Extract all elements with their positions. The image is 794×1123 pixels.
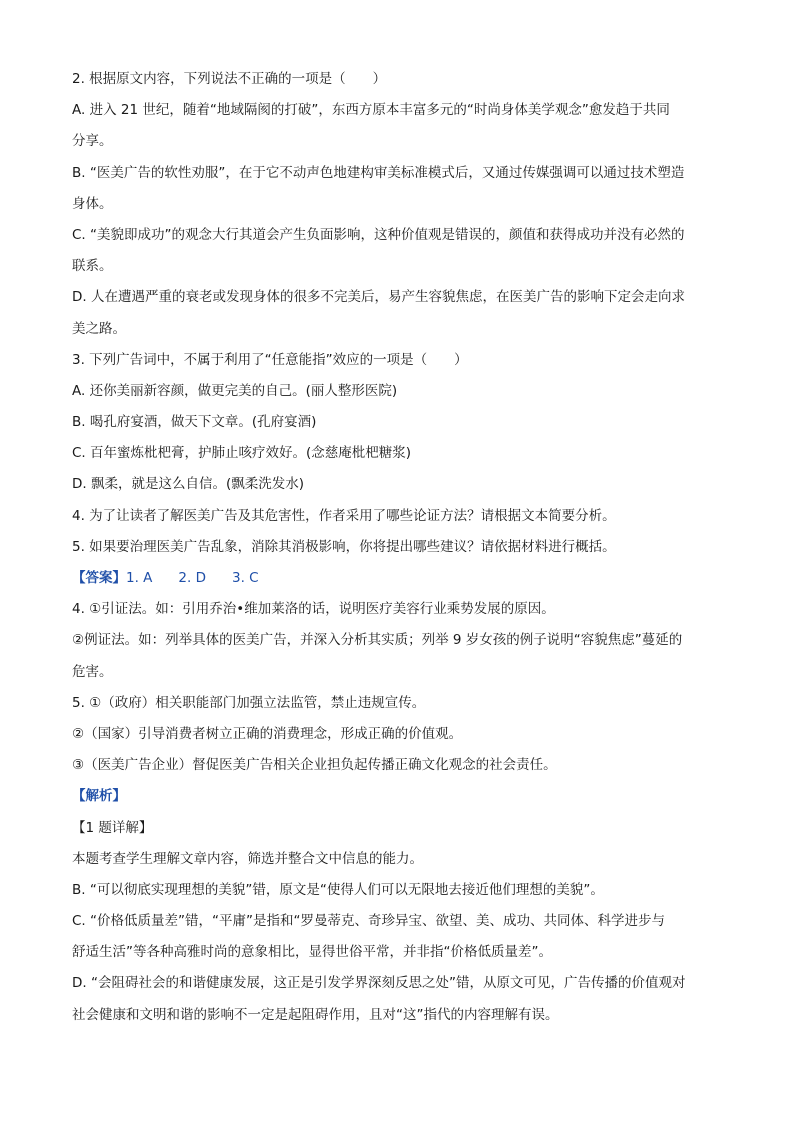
q3-option-a: A. 还你美丽新容颜，做更完美的自己。(丽人整形医院) <box>72 382 398 399</box>
q2-option-c-line2: 联系。 <box>72 258 113 275</box>
answer-row <box>72 563 722 594</box>
answer-q3: 3. C <box>232 570 259 586</box>
q2-option-d-line2: 美之路。 <box>72 320 126 337</box>
answer-q4-line2: ②例证法。如：列举具体的医美广告，并深入分析其实质；列举 9 岁女孩的例子说明“容貌焦虑”蔓延的 <box>72 632 683 649</box>
document-page <box>72 64 722 1031</box>
analysis-intro: 本题考查学生理解文章内容，筛选并整合文中信息的能力。 <box>72 850 423 867</box>
analysis-b: B. “可以彻底实现理想的美貌”错，原文是“使得人们可以无限地去接近他们理想的美貌”。 <box>72 881 604 898</box>
q3-option-c: C. 百年蜜炼枇杷膏，护肺止咳疗效好。(念慈庵枇杷糖浆) <box>72 445 412 462</box>
answer-q5-line2: ②（国家）引导消费者树立正确的消费理念，形成正确的价值观。 <box>72 725 463 742</box>
answer-q5-line3: ③（医美广告企业）督促医美广告相关企业担负起传播正确文化观念的社会责任。 <box>72 757 557 774</box>
answer-q5-line1: 5. ①（政府）相关职能部门加强立法监管，禁止违规宣传。 <box>72 694 426 711</box>
answer-q4-line1: 4. ①引证法。如：引用乔治•维加莱洛的话，说明医疗美容行业乘势发展的原因。 <box>72 601 555 618</box>
analysis-c-line2: 舒适生活”等各种高雅时尚的意象相比，显得世俗平常，并非指“价格低质量差”。 <box>72 944 552 961</box>
q4-stem: 4. 为了让读者了解医美广告及其危害性，作者采用了哪些论证方法？请根据文本简要分析。 <box>72 507 616 524</box>
answer-q4-line3: 危害。 <box>72 663 113 680</box>
q3-option-b: B. 喝孔府宴酒，做天下文章。(孔府宴酒) <box>72 414 317 431</box>
answer-values <box>126 570 285 586</box>
q2-option-c-line1: C. “美貌即成功”的观念大行其道会产生负面影响，这种价值观是错误的，颜值和获得成功并没有必然的 <box>72 226 685 243</box>
analysis-sub-heading: 【1 题详解】 <box>72 819 153 836</box>
answer-label: 【答案】 <box>72 570 126 586</box>
answer-q1: 1. A <box>126 570 153 586</box>
q3-option-d: D. 飘柔，就是这么自信。(飘柔洗发水) <box>72 476 305 493</box>
q2-option-b-line2: 身体。 <box>72 195 113 212</box>
q2-stem: 2. 根据原文内容，下列说法不正确的一项是（ ） <box>72 71 387 87</box>
answer-q2: 2. D <box>178 570 206 586</box>
analysis-label: 【解析】 <box>72 788 126 805</box>
q2-option-a-line1: A. 进入 21 世纪，随着“地域隔阂的打破”，东西方原本丰富多元的“时尚身体美学观念”愈发趋于共同 <box>72 102 670 119</box>
analysis-c-line1: C. “价格低质量差”错，“平庸”是指和“罗曼蒂克、奇珍异宝、欲望、美、成功、共同体、科学进步与 <box>72 913 665 930</box>
q2-option-d-line1: D. 人在遭遇严重的衰老或发现身体的很多不完美后，易产生容貌焦虑，在医美广告的影响下定会走向求 <box>72 289 685 306</box>
q2-option-a-line2: 分享。 <box>72 133 113 150</box>
analysis-d-line1: D. “会阻碍社会的和谐健康发展，这正是引发学界深刻反思之处”错，从原文可见，广告传播的价值观对 <box>72 975 686 992</box>
analysis-d-line2: 社会健康和文明和谐的影响不一定是起阻碍作用，且对“这”指代的内容理解有误。 <box>72 1006 559 1023</box>
q3-stem: 3. 下列广告词中，不属于利用了“任意能指”效应的一项是（ ） <box>72 351 468 368</box>
q2-option-b-line1: B. “医美广告的软性劝服”，在于它不动声色地建构审美标准模式后，又通过传媒强调可以通过技术塑造 <box>72 164 685 181</box>
q5-stem: 5. 如果要治理医美广告乱象，消除其消极影响，你将提出哪些建议？请依据材料进行概括。 <box>72 538 616 555</box>
